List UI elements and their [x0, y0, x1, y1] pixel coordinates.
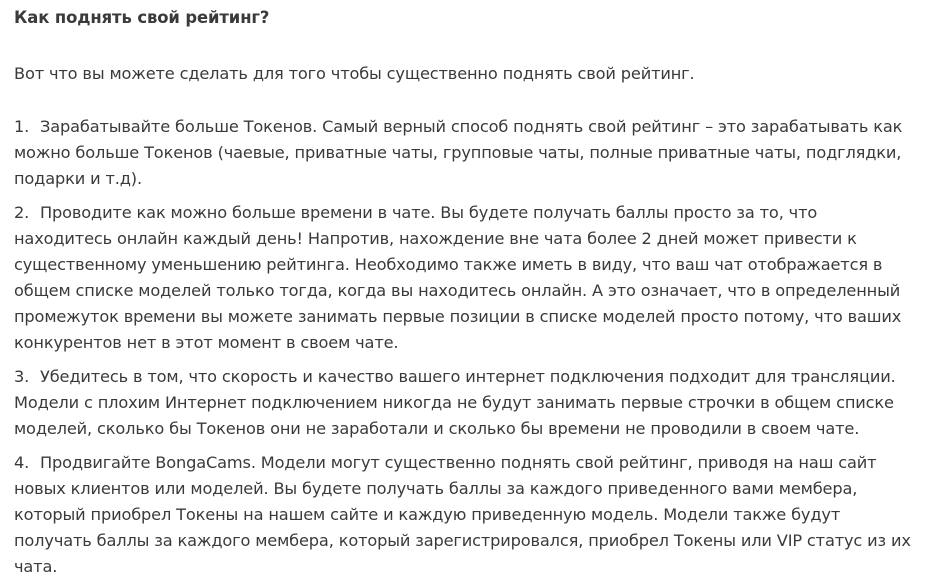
list-item-text: Убедитесь в том, что скорость и качество вашего интернет подключения подходит для трансляции. Модели с плохим Интернет подключением никогда не будут занимать первые строчки в общем списке моделей, сколько бы Токенов они не заработали и сколько бы времени не проводили в своем чате.	[14, 367, 896, 438]
article-heading: Как поднять свой рейтинг?	[14, 8, 270, 27]
list-item-number: 3.	[14, 367, 30, 386]
list-item	[14, 364, 918, 442]
list-item	[14, 200, 918, 356]
list-item-text: Зарабатывайте больше Токенов. Самый верный способ поднять свой рейтинг – это зарабатывать как можно больше Токенов (чаевые, приватные чаты, групповые чаты, полные приватные чаты, подглядки, подарки и т.д).	[14, 117, 903, 188]
list-item-number: 1.	[14, 117, 30, 136]
list-item-text: Проводите как можно больше времени в чате. Вы будете получать баллы просто за то, что находитесь онлайн каждый день! Напротив, нахождение вне чата более 2 дней может привести к существенному уменьшению рейтинга. Необходимо также иметь в виду, что ваш чат отображается в общем списке моделей только тогда, когда вы находитесь онлайн. А это означает, что в определенный промежуток времени вы можете занимать первые позиции в списке моделей просто потому, что ваших конкурентов нет в этот момент в своем чате.	[14, 203, 902, 352]
list-item	[14, 114, 918, 192]
list-item-text: Продвигайте BongaCams. Модели могут существенно поднять свой рейтинг, приводя на наш сайт новых клиентов или моделей. Вы будете получать баллы за каждого приведенного вами мембера, который приобрел Токены на нашем сайте и каждую приведенную модель. Модели также будут получать баллы за каждого мембера, который зарегистрировался, приобрел Токены или VIP статус из их чата.	[14, 453, 911, 576]
list-item-number: 4.	[14, 453, 30, 472]
list-item-number: 2.	[14, 203, 30, 222]
tips-list	[14, 114, 918, 580]
article-intro: Вот что вы можете сделать для того чтобы существенно поднять свой рейтинг.	[14, 64, 695, 83]
